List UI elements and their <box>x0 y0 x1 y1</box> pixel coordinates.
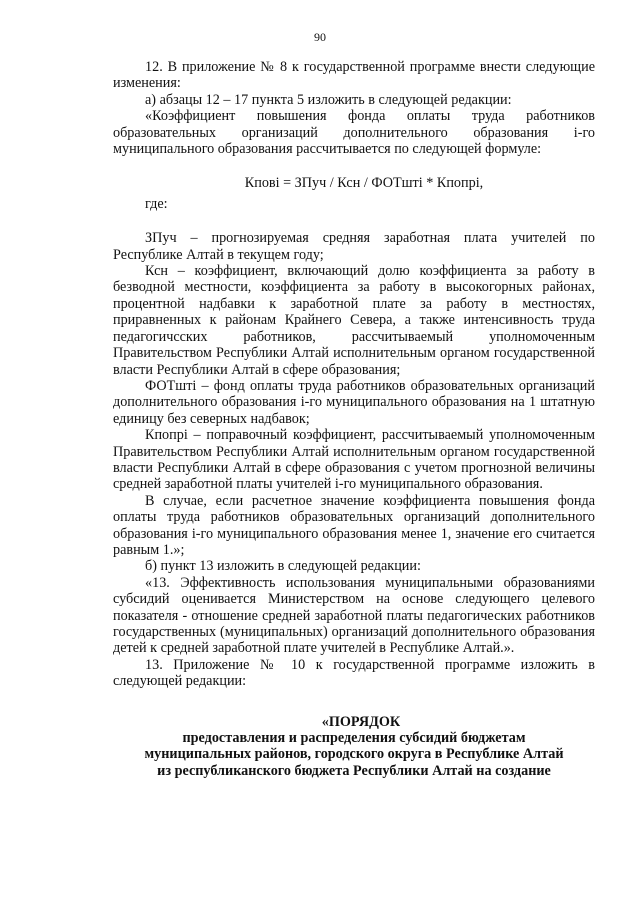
document-body <box>113 59 595 779</box>
paragraph-subitem-a: а) абзацы 12 – 17 пункта 5 изложить в следующей редакции: <box>145 91 512 108</box>
heading-title: «ПОРЯДОК <box>321 713 401 730</box>
paragraph-item-13-appendix: 13. Приложение № 10 к государственной программе изложить в следующей редакции: <box>113 656 595 690</box>
paragraph-fotsht: ФОТштi – фонд оплаты труда работников образовательных организаций дополнительного образования i-го муниципального образования на 1 штатную единицу без северных надбавок; <box>113 377 595 427</box>
paragraph-kpopr: Кпопрi – поправочный коэффициент, рассчитываемый уполномоченным Правительством Республики Алтай исполнительным органом государственной власти Республики Алтай в сфере образования с учетом прогнозной величины средней заработной платы учителей i-го муниципального образования. <box>113 427 595 493</box>
spacer <box>113 212 595 230</box>
paragraph-zpuch: ЗПуч – прогнозируемая средняя заработная плата учителей по Республике Алтай в текущем году; <box>113 230 595 263</box>
heading-line-2: муниципальных районов, городского округа в Республике Алтай <box>144 746 564 763</box>
paragraph-item-13-effectiveness: «13. Эффективность использования муниципальными образованиями субсидий оценивается Министерством на основе следующего целевого показателя - отношение средней заработной платы педагогических работников государственных (муниципальных) организаций дополнительного образования детей к средней заработной плате учителей в Республике Алтай.». <box>113 574 595 657</box>
paragraph-subitem-b: б) пункт 13 изложить в следующей редакции: <box>145 558 421 575</box>
formula: Кповi = ЗПуч / Ксн / ФОТштi * Кпопрi, <box>244 175 484 192</box>
heading-line-1: предоставления и распределения субсидий бюджетам <box>182 730 526 747</box>
paragraph-coefficient-intro: «Коэффициент повышения фонда оплаты труда работников образовательных организаций дополнительного образования i-го муниципального образования рассчитывается по следующей формуле: <box>113 108 595 158</box>
paragraph-ksn: Ксн – коэффициент, включающий долю коэффициента за работу в безводной местности, коэффициента за работу в высокогорных районах, процентной надбавки к заработной плате за работу в местностях, приравненных к районам Крайнего Севера, а также интенсивность труда педагогичсских работников, рассчитываемый уполномоченным Правительством Республики Алтай исполнительным органом государственной власти Республики Алтай в сфере образования; <box>113 263 595 378</box>
page-number: 90 <box>314 30 326 44</box>
paragraph-case-less-than-one: В случае, если расчетное значение коэффициента повышения фонда оплаты труда работников образовательных организаций дополнительного образования i-го муниципального образования менее 1, значение его считается равным 1.»; <box>113 492 595 558</box>
heading-line-3: из республиканского бюджета Республики Алтай на создание <box>157 762 551 779</box>
paragraph-item-12: 12. В приложение № 8 к государственной программе внести следующие изменения: <box>113 59 595 92</box>
where-label: где: <box>145 195 168 212</box>
